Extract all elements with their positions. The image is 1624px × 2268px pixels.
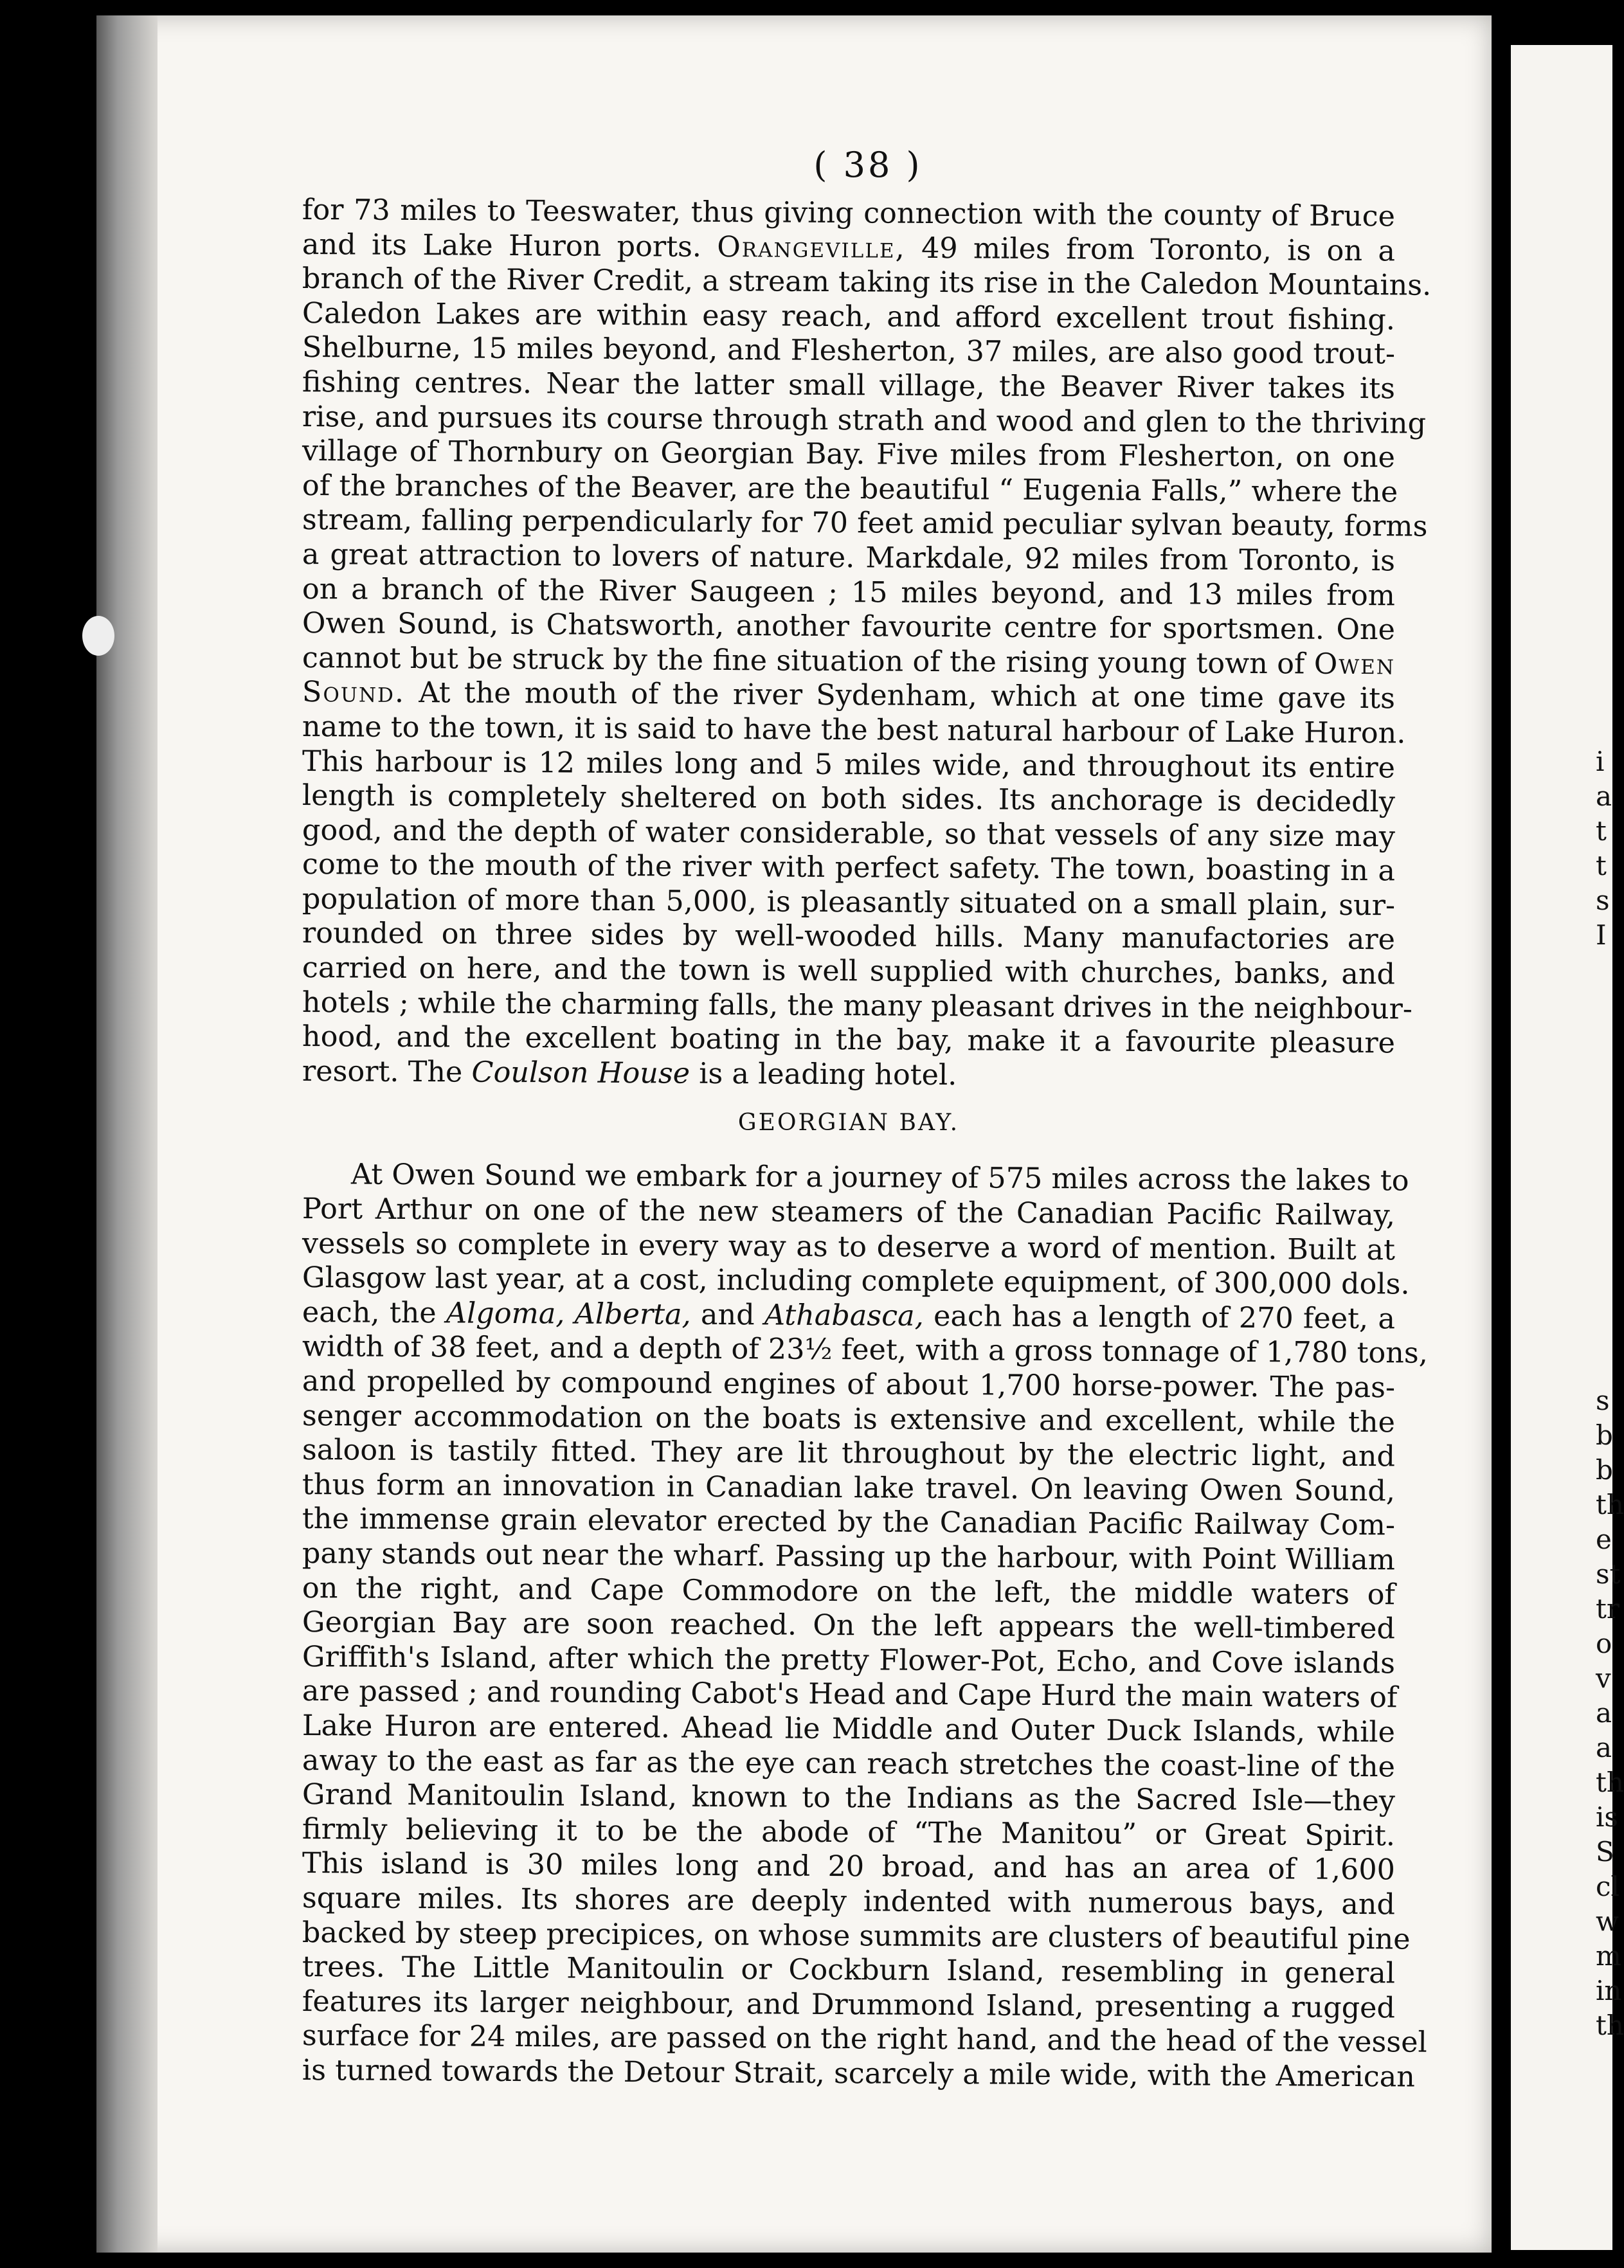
text-line: on a branch of the River Saugeen ; 15 miles beyond, and 13 miles from: [302, 572, 1396, 612]
text-line: fishing centres. Near the latter small village, the Beaver River takes its: [302, 365, 1396, 406]
text-line: each, the Algoma, Alberta, and Athabasca, each has a length of 270 feet, a: [302, 1295, 1396, 1336]
hotel-name: Coulson House: [471, 1056, 690, 1090]
place-name: Sound.: [302, 676, 406, 710]
ship-names: Algoma, Alberta,: [446, 1297, 691, 1331]
text-line: for 73 miles to Teeswater, thus giving connection with the county of Bruce: [302, 194, 1396, 233]
fragment: th: [1596, 1767, 1624, 1798]
text-line: At Owen Sound we embark for a journey of 575 miles across the lakes to: [350, 1158, 1409, 1198]
fragment: t: [1596, 815, 1607, 847]
fragment: a: [1596, 1697, 1612, 1729]
fragment: in: [1596, 1975, 1622, 2006]
text-line: Shelburne, 15 miles beyond, and Flesherton, 37 miles, are also good trout-: [302, 331, 1396, 371]
text-line: This island is 30 miles long and 20 broad, and has an area of 1,600: [302, 1847, 1396, 1887]
text-line: and propelled by compound engines of about 1,700 horse-power. The pas-: [302, 1365, 1396, 1405]
fragment: b: [1596, 1419, 1613, 1451]
body-text: [302, 193, 1432, 2094]
text-line: firmly believing it to be the abode of “The Manitou” or Great Spirit.: [302, 1812, 1396, 1853]
text-line: senger accommodation on the boats is extensive and excellent, while the: [302, 1399, 1396, 1439]
text-line: of the branches of the Beaver, are the beautiful “ Eugenia Falls,” where the: [302, 469, 1398, 509]
text-line: Port Arthur on one of the new steamers of the Canadian Pacific Railway,: [302, 1192, 1396, 1232]
fragment: th: [1596, 1489, 1624, 1520]
text-line: rounded on three sides by well-wooded hills. Many manufactories are: [302, 917, 1396, 957]
text-line: features its larger neighbour, and Drummond Island, presenting a rugged: [302, 1985, 1396, 2025]
text-line: square miles. Its shores are deeply indented with numerous bays, and: [302, 1881, 1396, 1922]
text-line: pany stands out near the wharf. Passing up the harbour, with Point William: [302, 1536, 1396, 1577]
fragment: e: [1596, 1524, 1612, 1555]
text-line: Glasgow last year, at a cost, including complete equipment, of 300,000 dols.: [302, 1261, 1410, 1301]
text-line: branch of the River Credit, a stream taking its rise in the Caledon Mountains.: [302, 262, 1432, 302]
adjacent-page-fragments-lower: [1596, 1383, 1624, 2043]
fragment: I: [1596, 919, 1607, 951]
text-line: saloon is tastily fitted. They are lit throughout by the electric light, and: [302, 1434, 1396, 1473]
text-line: away to the east as far as the eye can reach stretches the coast-line of the: [302, 1743, 1396, 1783]
fragment: s: [1596, 885, 1610, 916]
text-line: are passed ; and rounding Cabot's Head and Cape Hurd the main waters of: [302, 1675, 1398, 1715]
fragment: a: [1596, 780, 1612, 812]
text-line: and its Lake Huron ports. Orangeville, 49 miles from Toronto, is on a: [302, 228, 1396, 267]
fragment: t: [1596, 850, 1607, 881]
text-line: population of more than 5,000, is pleasantly situated on a small plain, sur-: [302, 882, 1396, 923]
place-name: Owen: [1313, 647, 1396, 681]
adjacent-page-fragments-upper: [1596, 744, 1615, 953]
fragment: st: [1596, 1558, 1621, 1590]
fragment: m: [1596, 1940, 1621, 1972]
fragment: a: [1596, 1732, 1612, 1763]
text-line: village of Thornbury on Georgian Bay. Five miles from Flesherton, on one: [302, 435, 1396, 474]
fragment: cl: [1596, 1871, 1619, 1902]
text-line: a great attraction to lovers of nature. Markdale, 92 miles from Toronto, is: [302, 537, 1396, 578]
place-name: Orangeville,: [717, 230, 906, 265]
text-line: stream, falling perpendicularly for 70 feet amid peculiar sylvan beauty, forms: [302, 503, 1428, 544]
ship-name: Athabasca,: [764, 1299, 924, 1333]
text-line: surface for 24 miles, are passed on the right hand, and the head of the vessel: [302, 2019, 1427, 2059]
text-line: backed by steep precipices, on whose summits are clusters of beautiful pine: [302, 1916, 1411, 1956]
text-line: the immense grain elevator erected by the Canadian Pacific Railway Com-: [302, 1502, 1396, 1542]
fragment: is: [1596, 1801, 1618, 1833]
fragment: S: [1596, 1836, 1614, 1868]
text-line: hood, and the excellent boating in the bay, make it a favourite pleasure: [302, 1020, 1396, 1060]
paper-blemish: [82, 616, 114, 656]
text-line: carried on here, and the town is well supplied with churches, banks, and: [302, 951, 1396, 991]
text-line: resort. The Coulson House is a leading hotel.: [302, 1054, 957, 1092]
fragment: v: [1596, 1662, 1611, 1694]
section-heading: GEORGIAN BAY.: [737, 1110, 960, 1137]
text-line: cannot but be struck by the fine situation of the rising young town of Owen: [302, 641, 1396, 681]
text-line: Georgian Bay are soon reached. On the left appears the well-timbered: [302, 1606, 1396, 1646]
text-line: vessels so complete in every way as to deserve a word of mention. Built at: [302, 1227, 1396, 1267]
text-line: trees. The Little Manitoulin or Cockburn Island, resembling in general: [302, 1950, 1396, 1990]
text-line: This harbour is 12 miles long and 5 miles wide, and throughout its entire: [302, 744, 1396, 784]
text-line: hotels ; while the charming falls, the many pleasant drives in the neighbour-: [302, 986, 1413, 1026]
text-line: Caledon Lakes are within easy reach, and afford excellent trout fishing.: [302, 296, 1396, 337]
text-line: thus form an innovation in Canadian lake travel. On leaving Owen Sound,: [302, 1468, 1396, 1508]
text-line: come to the mouth of the river with perfect safety. The town, boasting in a: [302, 848, 1396, 888]
fragment: b: [1596, 1454, 1613, 1486]
text-line: Owen Sound, is Chatsworth, another favourite centre for sportsmen. One: [302, 607, 1396, 647]
text-line: is turned towards the Detour Strait, scarcely a mile wide, with the American: [302, 2053, 1416, 2094]
text-line: Sound. At the mouth of the river Sydenham, which at one time gave its: [302, 676, 1396, 716]
fragment: i: [1596, 746, 1605, 777]
text-line: rise, and pursues its course through strath and wood and glen to the thriving: [302, 400, 1427, 440]
fragment: o: [1596, 1628, 1612, 1659]
text-line: width of 38 feet, and a depth of 23½ feet, with a gross tonnage of 1,780 tons,: [302, 1330, 1429, 1371]
fragment: s: [1596, 1385, 1610, 1416]
page-gutter-shadow: [96, 15, 158, 2253]
text-line: length is completely sheltered on both sides. Its anchorage is decidedly: [302, 779, 1396, 819]
fragment: tr: [1596, 1593, 1619, 1625]
text-line: Lake Huron are entered. Ahead lie Middle and Outer Duck Islands, while: [302, 1709, 1396, 1749]
page-number: ( 38 ): [813, 145, 923, 185]
text-line: good, and the depth of water considerable, so that vessels of any size may: [302, 813, 1396, 854]
text-line: Griffith's Island, after which the pretty Flower-Pot, Echo, and Cove islands: [302, 1640, 1396, 1680]
fragment: w: [1596, 1905, 1619, 1937]
text-line: Grand Manitoulin Island, known to the Indians as the Sacred Isle—they: [302, 1778, 1396, 1818]
text-line: name to the town, it is said to have the best natural harbour of Lake Huron.: [302, 710, 1406, 750]
fragment: th: [1596, 2010, 1624, 2041]
text-line: on the right, and Cape Commodore on the left, the middle waters of: [302, 1571, 1396, 1611]
